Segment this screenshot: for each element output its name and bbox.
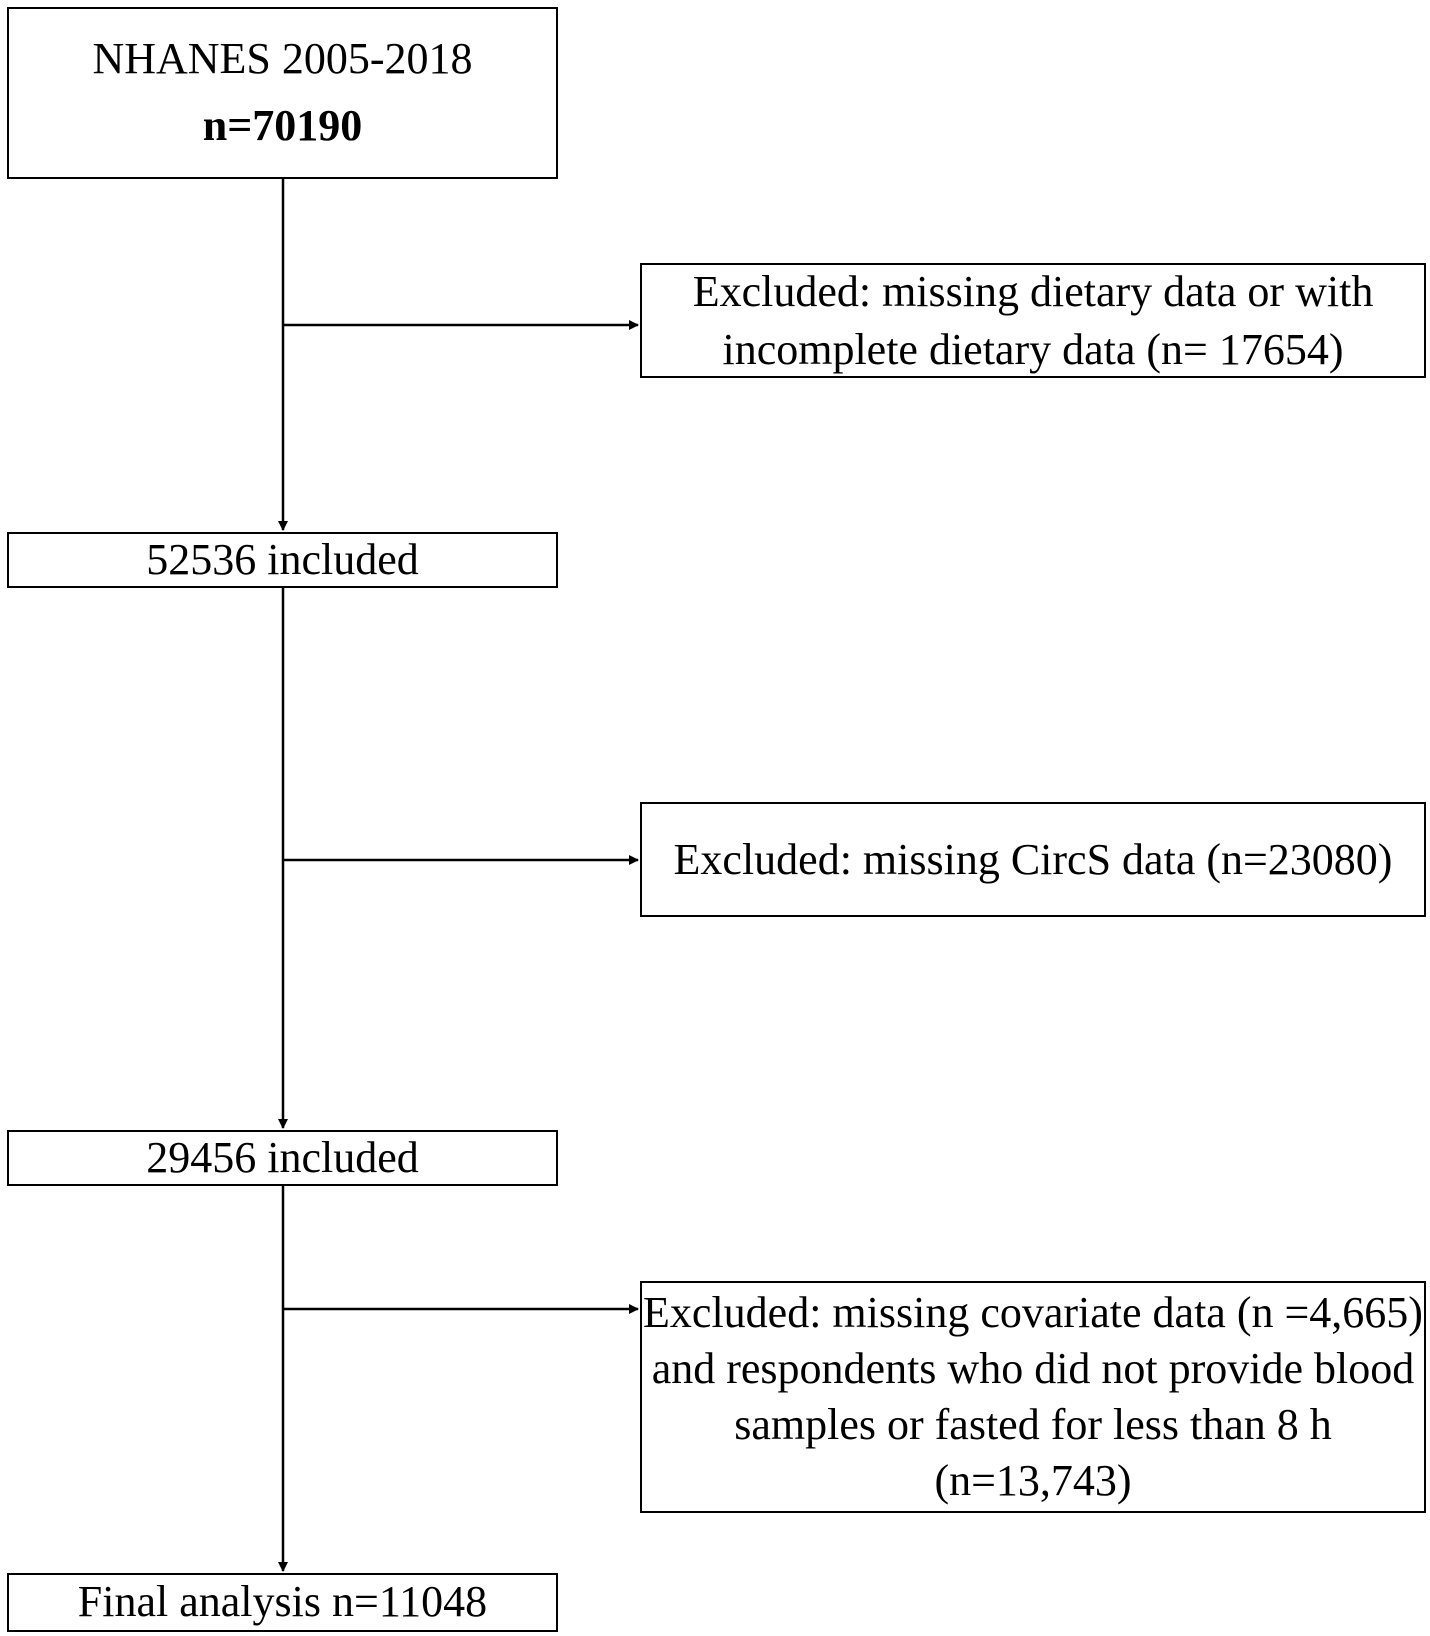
exclusion-text-3: Excluded: missing covariate data (n =4,665) and respondents who did not provide blood samples or fasted for less than 8 h (n=13,743) xyxy=(643,1288,1423,1505)
exclusion-box-1 xyxy=(640,263,1426,378)
final-analysis-box xyxy=(7,1573,558,1632)
exclusion-text-2: Excluded: missing CircS data (n=23080) xyxy=(673,834,1393,884)
included-box-2 xyxy=(7,1130,558,1186)
start-title: NHANES 2005-2018 xyxy=(92,34,473,84)
start-count: n=70190 xyxy=(202,101,363,151)
final-analysis-text: Final analysis n=11048 xyxy=(77,1577,488,1627)
included-box-1 xyxy=(7,532,558,588)
included-text-2: 29456 included xyxy=(146,1132,419,1182)
exclusion-box-2 xyxy=(640,802,1426,917)
included-text-1: 52536 included xyxy=(146,534,419,584)
start-box xyxy=(7,7,558,179)
exclusion-box-3 xyxy=(640,1281,1426,1513)
exclusion-text-1: Excluded: missing dietary data or with incomplete dietary data (n= 17654) xyxy=(692,267,1374,374)
